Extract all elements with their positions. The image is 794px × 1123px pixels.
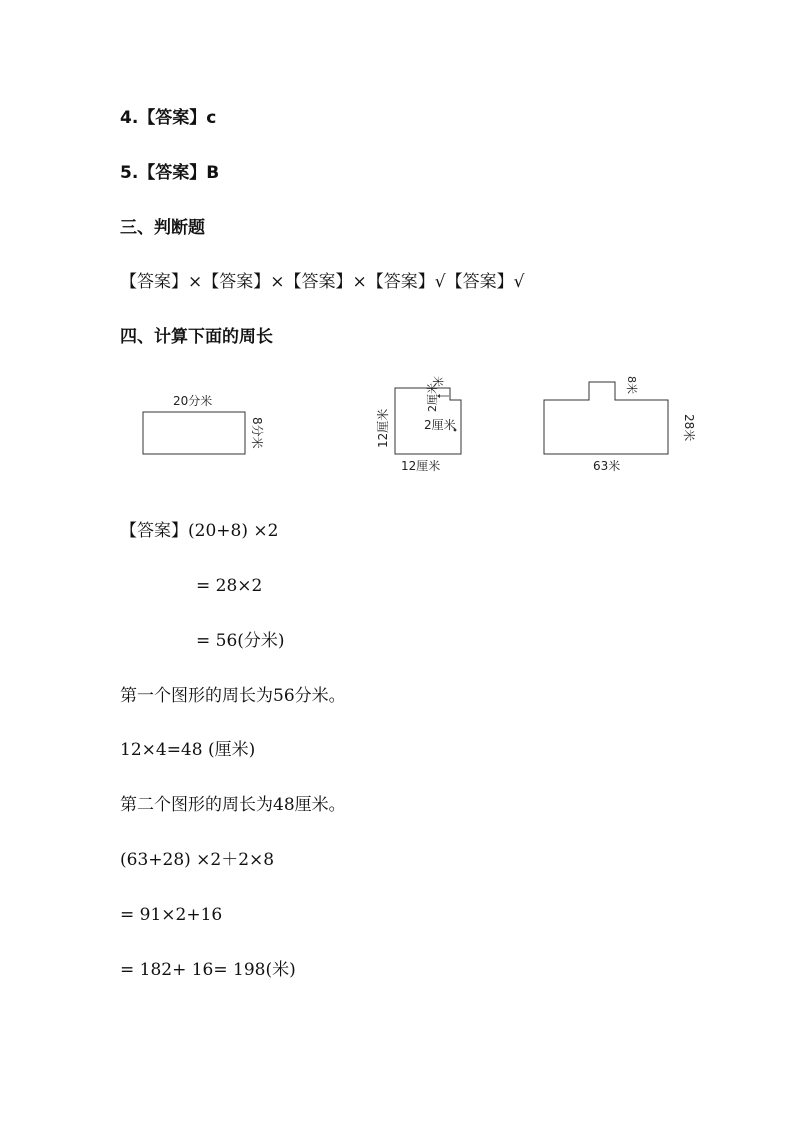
solution-line-2: = 28×2: [196, 576, 263, 596]
section-4-heading: 四、计算下面的周长: [120, 327, 273, 347]
figure-2-notch-top-label: 2厘米: [426, 383, 439, 412]
figure-1-side-label: 8分米: [250, 417, 264, 449]
solution-line-5: 12×4=48 (厘米): [120, 740, 256, 760]
section-3-heading: 三、判断题: [120, 218, 205, 238]
solution-line-6: 第二个图形的周长为48厘米。: [120, 795, 346, 815]
figure-2-top-right-label: 米: [431, 376, 444, 387]
figure-3-side-label: 28米: [682, 414, 696, 442]
figure-2-notched-square: [375, 376, 461, 473]
answer-5: 5.【答案】B: [120, 163, 220, 183]
section-3-answers: 【答案】×【答案】×【答案】×【答案】√【答案】√: [120, 272, 525, 292]
figure-3-bumped-rectangle: [544, 376, 697, 473]
figure-2-notch-side-label: 2厘米: [424, 418, 456, 432]
figure-1-rectangle: [143, 393, 265, 454]
solution-line-9: = 182+ 16= 198(米): [120, 960, 296, 980]
solution-line-7: (63+28) ×2＋2×8: [120, 850, 275, 870]
solution-line-8: = 91×2+16: [120, 905, 223, 925]
figure-3-bottom-label: 63米: [593, 459, 621, 473]
answer-4: 4.【答案】c: [120, 108, 217, 128]
perimeter-figures: [0, 372, 794, 482]
solution-line-1: 【答案】(20+8) ×2: [120, 521, 279, 541]
solution-line-4: 第一个图形的周长为56分米。: [120, 686, 346, 706]
figure-2-bottom-label: 12厘米: [401, 459, 441, 473]
solution-line-3: = 56(分米): [196, 631, 285, 651]
figure-1-top-label: 20分米: [173, 394, 213, 408]
figure-3-bump-label: 8米: [625, 376, 638, 394]
figure-2-left-label: 12厘米: [376, 408, 390, 448]
